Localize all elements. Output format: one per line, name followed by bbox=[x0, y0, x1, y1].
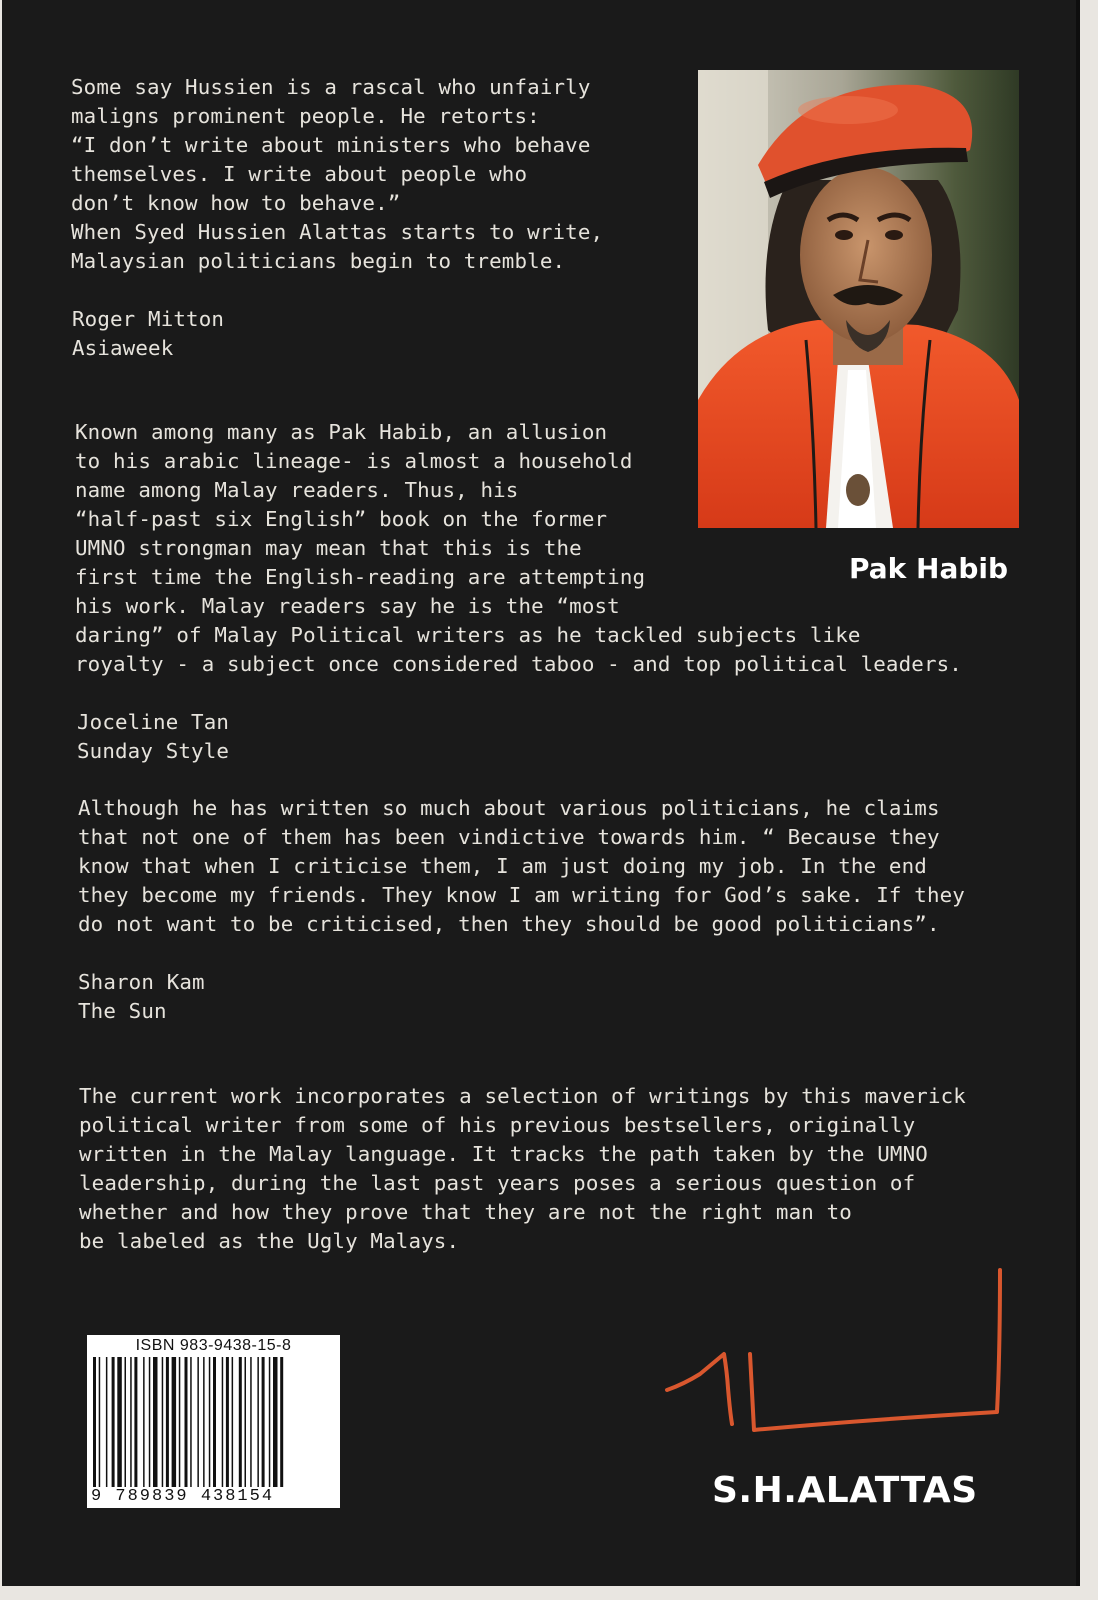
barcode-bar bbox=[130, 1357, 132, 1487]
quote-2-attribution bbox=[77, 708, 229, 766]
isbn-label: ISBN 983-9438-15-8 bbox=[135, 1337, 292, 1354]
quote-3-line: Although he has written so much about various politicians, he claims bbox=[78, 796, 940, 820]
quote-1-line: Malaysian politicians begin to tremble. bbox=[71, 249, 566, 273]
barcode-bar bbox=[112, 1357, 115, 1487]
barcode-bar bbox=[93, 1357, 96, 1487]
barcode-bar bbox=[197, 1357, 199, 1487]
quote-3-author: Sharon Kam bbox=[78, 970, 205, 994]
quote-2-line: first time the English-reading are attempting bbox=[75, 565, 646, 589]
barcode-bar bbox=[190, 1357, 192, 1487]
quote-2-author: Joceline Tan bbox=[77, 710, 230, 734]
barcode-bar bbox=[143, 1357, 145, 1487]
quote-1-attribution bbox=[72, 305, 224, 363]
barcode-bar bbox=[213, 1357, 216, 1487]
barcode-bar bbox=[117, 1357, 122, 1487]
summary-line: leadership, during the last past years poses a serious question of bbox=[79, 1171, 916, 1195]
summary-line: political writer from some of his previous bestsellers, originally bbox=[79, 1113, 916, 1137]
quote-2-line: “half-past six English” book on the former bbox=[75, 507, 608, 531]
quote-2-line: royalty - a subject once considered taboo - and top political leaders. bbox=[75, 652, 962, 676]
barcode-bar bbox=[166, 1357, 169, 1487]
barcode-bar bbox=[226, 1357, 229, 1487]
barcode-bar bbox=[185, 1357, 188, 1487]
quote-1-line: themselves. I write about people who bbox=[71, 162, 528, 186]
quote-1-line: When Syed Hussien Alattas starts to write, bbox=[71, 220, 604, 244]
summary-line: written in the Malay language. It tracks the path taken by the UMNO bbox=[79, 1142, 928, 1166]
barcode-bar bbox=[134, 1357, 137, 1487]
barcode-bar bbox=[149, 1357, 151, 1487]
photo-caption: Pak Habib bbox=[849, 552, 1009, 585]
barcode-digits: 9 789839 438154 bbox=[91, 1487, 336, 1506]
barcode-bar bbox=[269, 1357, 271, 1487]
quote-2-line: daring” of Malay Political writers as he tackled subjects like bbox=[75, 623, 861, 647]
quote-1-author: Roger Mitton bbox=[72, 307, 225, 331]
quote-1-line: Some say Hussien is a rascal who unfairly bbox=[71, 75, 591, 99]
barcode-bar bbox=[203, 1357, 205, 1487]
quote-1-source: Asiaweek bbox=[72, 336, 174, 360]
barcode-bar bbox=[153, 1357, 158, 1487]
barcode-bar bbox=[257, 1357, 259, 1487]
barcode-bar bbox=[179, 1357, 181, 1487]
barcode-bar bbox=[172, 1357, 177, 1487]
barcode-bar bbox=[245, 1357, 247, 1487]
quote-1-line: “I don’t write about ministers who behave bbox=[71, 133, 591, 157]
barcode-bar bbox=[99, 1357, 101, 1487]
quote-1 bbox=[71, 73, 603, 276]
barcode-bar bbox=[222, 1357, 224, 1487]
isbn-barcode bbox=[87, 1335, 340, 1508]
author-signature bbox=[662, 1262, 1012, 1442]
quote-3-source: The Sun bbox=[78, 999, 167, 1023]
back-cover bbox=[2, 0, 1080, 1586]
summary-line: whether and how they prove that they are not the right man to bbox=[79, 1200, 852, 1224]
quote-3 bbox=[78, 794, 965, 939]
quote-3-line: do not want to be criticised, then they should be good politicians”. bbox=[78, 912, 940, 936]
book-summary bbox=[79, 1082, 966, 1256]
barcode-bar bbox=[280, 1357, 283, 1487]
quote-3-line: know that when I criticise them, I am just doing my job. In the end bbox=[78, 854, 927, 878]
quote-1-line: maligns prominent people. He retorts: bbox=[71, 104, 540, 128]
barcode-bar bbox=[232, 1357, 234, 1487]
quote-2-line: to his arabic lineage- is almost a household bbox=[75, 449, 633, 473]
barcode-bars bbox=[91, 1357, 336, 1487]
quote-3-line: that not one of them has been vindictive towards him. “ Because they bbox=[78, 825, 940, 849]
barcode-bar bbox=[125, 1357, 127, 1487]
quote-2-source: Sunday Style bbox=[77, 739, 230, 763]
barcode-bar bbox=[239, 1357, 242, 1487]
barcode-bar bbox=[273, 1357, 278, 1487]
publisher-name: S.H.ALATTAS bbox=[712, 1470, 978, 1511]
quote-2-line: name among Malay readers. Thus, his bbox=[75, 478, 519, 502]
summary-line: The current work incorporates a selection of writings by this maverick bbox=[79, 1084, 966, 1108]
quote-2 bbox=[75, 418, 962, 679]
quote-2-line: Known among many as Pak Habib, an allusion bbox=[75, 420, 608, 444]
barcode-bar bbox=[162, 1357, 164, 1487]
quote-3-attribution bbox=[78, 968, 205, 1026]
quote-2-line: his work. Malay readers say he is the “most bbox=[75, 594, 620, 618]
barcode-bar bbox=[209, 1357, 211, 1487]
barcode-bar bbox=[106, 1357, 108, 1487]
summary-line: be labeled as the Ugly Malays. bbox=[79, 1229, 460, 1253]
barcode-bar bbox=[262, 1357, 265, 1487]
quote-3-line: they become my friends. They know I am writing for God’s sake. If they bbox=[78, 883, 965, 907]
barcode-bar bbox=[250, 1357, 252, 1487]
quote-1-line: don’t know how to behave.” bbox=[71, 191, 401, 215]
quote-2-line: UMNO strongman may mean that this is the bbox=[75, 536, 582, 560]
